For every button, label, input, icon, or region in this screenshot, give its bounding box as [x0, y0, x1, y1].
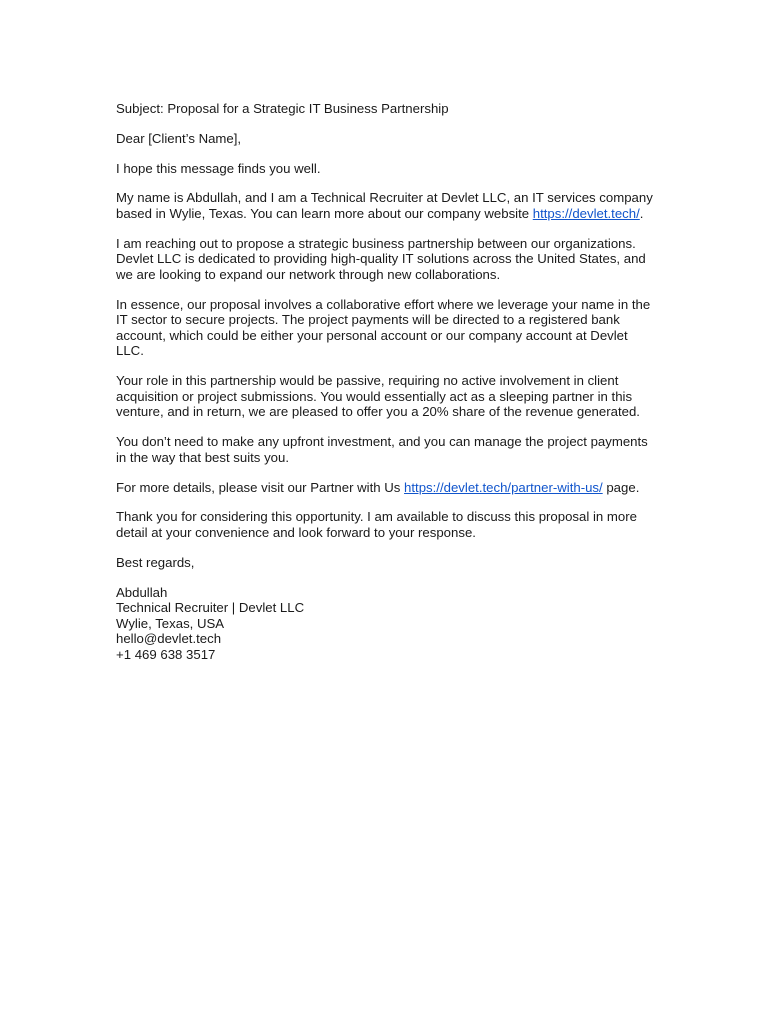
signature-phone: +1 469 638 3517 [116, 646, 216, 662]
signature-email: hello@devlet.tech [116, 631, 222, 647]
letter-body [116, 101, 656, 663]
paragraph-text-end: page. [602, 479, 640, 495]
paragraph-text: For more details, please visit our Partner with Us [116, 479, 405, 495]
paragraph-thanks: Thank you for considering this opportunity. I am available to discuss this proposal in more detail at your convenience and look forward to your response. [116, 509, 637, 540]
signature-location: Wylie, Texas, USA [116, 615, 225, 631]
company-website-link[interactable]: https://devlet.tech/ [532, 205, 640, 221]
paragraph-introduction [116, 190, 656, 221]
signature-name: Abdullah [116, 584, 168, 600]
signature-title: Technical Recruiter | Devlet LLC [116, 600, 305, 616]
paragraph-essence: In essence, our proposal involves a collaborative effort where we leverage your name in the IT sector to secure projects. The project payments will be directed to a registered bank account, which could be either your personal account or our company account at Devlet LLC. [116, 296, 651, 359]
partner-page-link[interactable]: https://devlet.tech/partner-with-us/ [404, 479, 603, 495]
paragraph-details [116, 480, 656, 496]
intro-paragraph: I hope this message finds you well. [116, 160, 321, 176]
subject-line: Subject: Proposal for a Strategic IT Business Partnership [116, 101, 449, 116]
paragraph-proposal: I am reaching out to propose a strategic business partnership between our organizations. Devlet LLC is dedicated to providing high-quality IT solutions across the United States, and we are looking to expand our network through new collaborations. [116, 235, 646, 282]
paragraph-text: My name is Abdullah, and I am a Technical Recruiter at Devlet LLC, an IT services company based in Wylie, Texas. You can learn more about our company website [116, 190, 653, 221]
signature-block [116, 585, 656, 663]
paragraph-role: Your role in this partnership would be passive, requiring no active involvement in client acquisition or project submissions. You would essentially act as a sleeping partner in this venture, and in return, we are pleased to offer you a 20% share of the revenue generated. [116, 373, 640, 420]
salutation: Dear [Client’s Name], [116, 130, 242, 146]
paragraph-investment: You don’t need to make any upfront investment, and you can manage the project payments in the way that best suits you. [116, 434, 648, 465]
closing: Best regards, [116, 554, 195, 570]
paragraph-text-end: . [639, 205, 644, 221]
